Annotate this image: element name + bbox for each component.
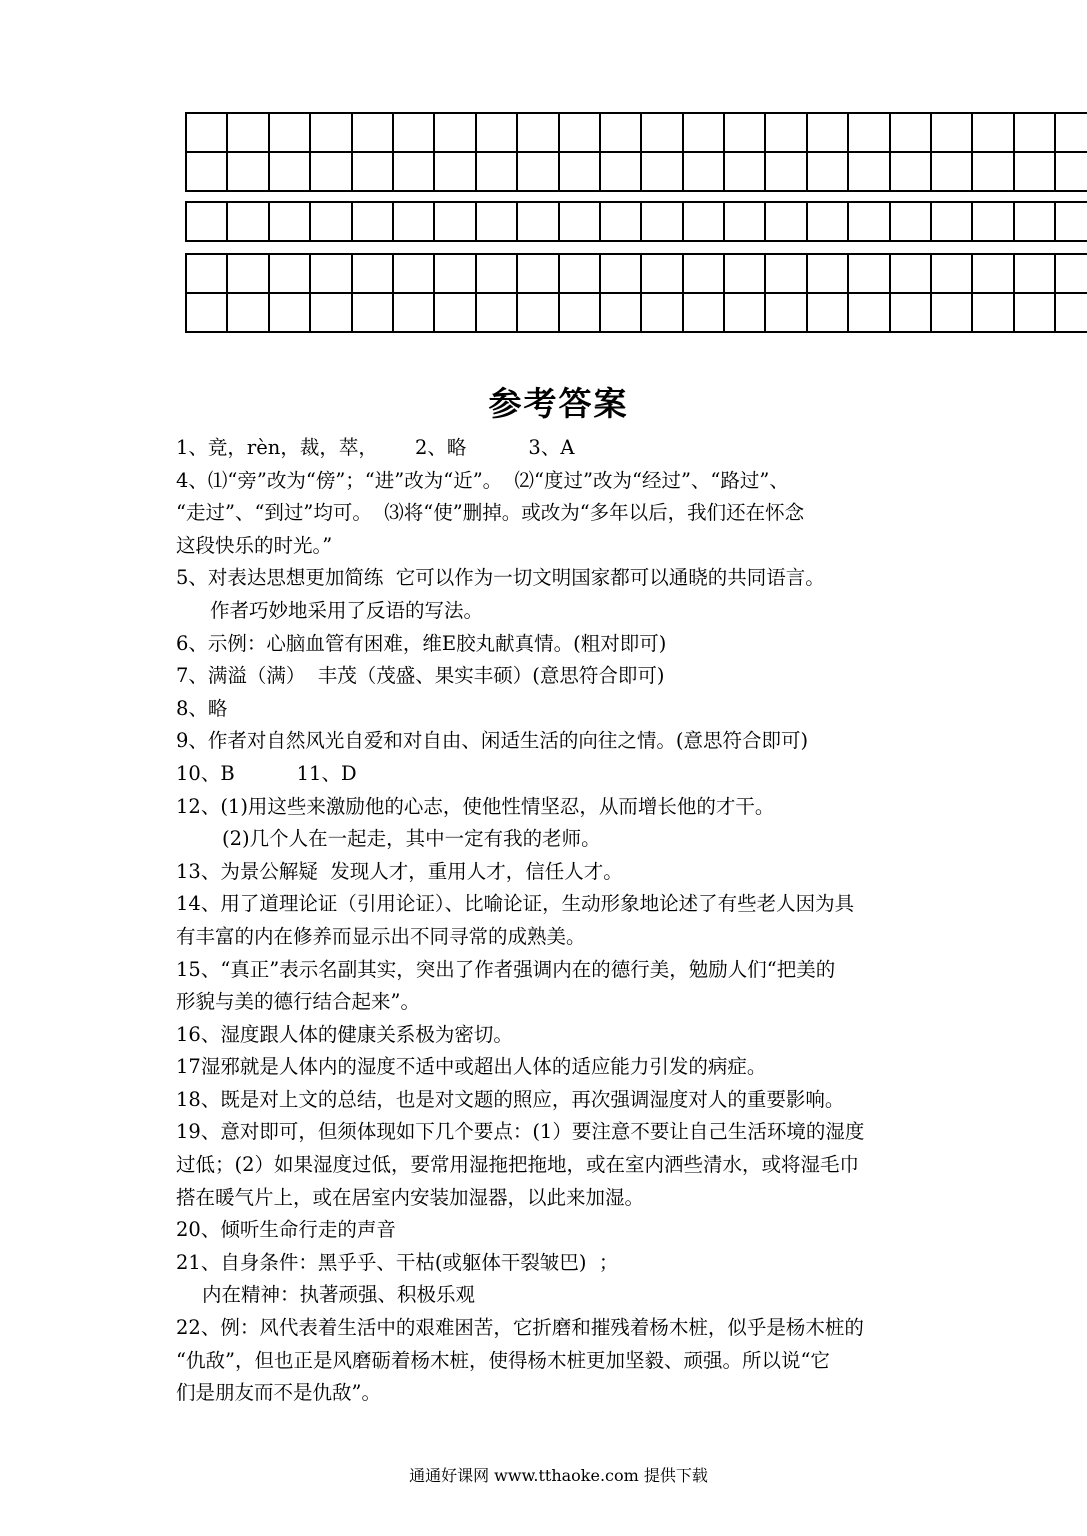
answer-line: 5、对表达思想更加简练 它可以作为一切文明国家都可以通晓的共同语言。	[176, 566, 825, 590]
grid-cell	[682, 253, 723, 292]
grid-cell	[351, 253, 392, 292]
answer-line: 16、湿度跟人体的健康关系极为密切。	[176, 1022, 513, 1046]
grid-cell	[309, 151, 350, 190]
grid-cell	[682, 151, 723, 190]
grid-cell	[889, 112, 930, 151]
grid-cell	[682, 112, 723, 151]
grid-cell	[723, 151, 764, 190]
grid-cell	[475, 112, 516, 151]
answer-line: (2)几个人在一起走，其中一定有我的老师。	[222, 827, 601, 851]
writing-grid-block	[185, 253, 1087, 335]
grid-cell	[433, 292, 474, 331]
grid-cell	[351, 112, 392, 151]
grid-cell	[889, 253, 930, 292]
grid-cell	[764, 253, 805, 292]
grid-cell	[1054, 292, 1087, 331]
grid-cell	[640, 292, 681, 331]
answer-line: 有丰富的内在修养而显示出不同寻常的成熟美。	[176, 924, 586, 948]
grid-cell	[558, 253, 599, 292]
grid-cell	[682, 292, 723, 331]
grid-cell	[516, 201, 557, 240]
grid-cell	[475, 201, 516, 240]
grid-cell	[806, 112, 847, 151]
grid-cell	[558, 151, 599, 190]
grid-cell	[847, 253, 888, 292]
answer-line: 6、示例：心脑血管有困难，维E胶丸献真情。(粗对即可)	[176, 631, 667, 655]
grid-cell	[185, 151, 226, 190]
grid-cell	[640, 112, 681, 151]
page-title: 参考答案	[488, 384, 629, 423]
grid-cell	[1013, 292, 1054, 331]
grid-cell	[475, 151, 516, 190]
answer-line: 20、倾听生命行走的声音	[176, 1218, 396, 1242]
answer-line: 15、“真正”表示名副其实，突出了作者强调内在的德行美，勉励人们“把美的	[176, 957, 836, 981]
grid-cell	[1013, 201, 1054, 240]
answer-line: 7、满溢（满） 丰茂（茂盛、果实丰硕）(意思符合即可)	[176, 664, 665, 688]
grid-cell	[1054, 151, 1087, 190]
answer-line: 21、自身条件：黑乎乎、干枯(或躯体干裂皱巴) ；	[176, 1250, 619, 1274]
grid-cell	[723, 201, 764, 240]
grid-cell	[682, 201, 723, 240]
grid-cell	[806, 201, 847, 240]
grid-cell	[226, 253, 267, 292]
grid-cell	[1013, 112, 1054, 151]
writing-grid-block	[185, 201, 1087, 244]
grid-row	[185, 112, 1087, 151]
grid-cell	[392, 151, 433, 190]
grid-cell	[433, 253, 474, 292]
grid-cell	[599, 253, 640, 292]
grid-cell	[889, 292, 930, 331]
answer-line: 形貌与美的德行结合起来”。	[176, 990, 420, 1014]
grid-cell	[889, 151, 930, 190]
grid-cell	[516, 292, 557, 331]
grid-cell	[392, 201, 433, 240]
grid-cell	[558, 292, 599, 331]
grid-cell	[806, 151, 847, 190]
grid-cell	[599, 151, 640, 190]
answer-line: 1、竞，rèn，裁，萃， 2、略 3、A	[176, 436, 575, 459]
grid-cell	[764, 112, 805, 151]
grid-cell	[764, 151, 805, 190]
grid-cell	[268, 201, 309, 240]
answer-line: “走过”、“到过”均可。 ⑶将“使”删掉。或改为“多年以后，我们还在怀念	[176, 501, 805, 525]
writing-grid-block	[185, 112, 1087, 194]
grid-cell	[351, 151, 392, 190]
grid-cell	[930, 151, 971, 190]
grid-cell	[516, 112, 557, 151]
answer-list	[176, 432, 946, 1410]
grid-cell	[640, 253, 681, 292]
grid-cell	[723, 292, 764, 331]
grid-cell	[889, 201, 930, 240]
grid-cell	[392, 112, 433, 151]
grid-cell	[806, 253, 847, 292]
grid-row	[185, 151, 1087, 190]
answer-line: 22、例：风代表着生活中的艰难困苦，它折磨和摧残着杨木桩，似乎是杨木桩的	[176, 1316, 864, 1340]
grid-cell	[309, 253, 350, 292]
grid-cell	[268, 112, 309, 151]
grid-cell	[1013, 253, 1054, 292]
grid-cell	[930, 292, 971, 331]
grid-cell	[640, 201, 681, 240]
grid-cell	[226, 292, 267, 331]
grid-cell	[226, 112, 267, 151]
answer-line: “仇敌”，但也正是风磨砺着杨木桩，使得杨木桩更加坚毅、顽强。所以说“它	[176, 1348, 830, 1372]
grid-cell	[392, 292, 433, 331]
grid-cell	[1054, 253, 1087, 292]
grid-row	[185, 292, 1087, 331]
footer-source: 通通好课网 www.tthaoke.com 提供下载	[409, 1466, 708, 1485]
grid-cell	[599, 201, 640, 240]
grid-cell	[433, 201, 474, 240]
answer-line: 13、为景公解疑 发现人才，重用人才，信任人才。	[176, 859, 623, 883]
grid-cell	[433, 151, 474, 190]
grid-cell	[516, 253, 557, 292]
answer-line: 过低；(2）如果湿度过低，要常用湿拖把拖地，或在室内洒些清水，或将湿毛巾	[176, 1153, 860, 1177]
grid-cell	[351, 292, 392, 331]
grid-cell	[475, 292, 516, 331]
grid-cell	[723, 112, 764, 151]
grid-cell	[268, 292, 309, 331]
grid-cell	[226, 201, 267, 240]
grid-row	[185, 201, 1087, 240]
grid-cell	[1054, 201, 1087, 240]
grid-cell	[847, 292, 888, 331]
grid-cell	[971, 201, 1012, 240]
grid-cell	[558, 112, 599, 151]
grid-cell	[558, 201, 599, 240]
grid-cell	[475, 253, 516, 292]
answer-line: 作者巧妙地采用了反语的写法。	[210, 598, 484, 622]
grid-cell	[185, 112, 226, 151]
answer-line: 们是朋友而不是仇敌”。	[176, 1381, 381, 1405]
answer-line: 12、(1)用这些来激励他的心志，使他性情坚忍，从而增长他的才干。	[176, 794, 775, 818]
answer-line: 这段快乐的时光。”	[176, 533, 333, 557]
grid-cell	[351, 201, 392, 240]
grid-cell	[723, 253, 764, 292]
grid-cell	[847, 201, 888, 240]
grid-cell	[268, 151, 309, 190]
answer-line: 18、既是对上文的总结，也是对文题的照应，再次强调湿度对人的重要影响。	[176, 1087, 845, 1111]
grid-cell	[185, 201, 226, 240]
answer-line: 14、用了道理论证（引用论证）、比喻论证，生动形象地论述了有些老人因为具	[176, 892, 855, 916]
answer-line: 8、略	[176, 696, 228, 720]
grid-cell	[185, 292, 226, 331]
grid-cell	[185, 253, 226, 292]
grid-cell	[599, 112, 640, 151]
grid-cell	[971, 292, 1012, 331]
grid-cell	[764, 201, 805, 240]
grid-cell	[930, 201, 971, 240]
grid-cell	[971, 253, 1012, 292]
answer-line: 搭在暖气片上，或在居室内安装加湿器，以此来加湿。	[176, 1185, 645, 1209]
answer-line: 9、作者对自然风光自爱和对自由、闲适生活的向往之情。(意思符合即可)	[176, 729, 809, 753]
grid-cell	[971, 151, 1012, 190]
answer-line: 19、意对即可，但须体现如下几个要点：(1）要注意不要让自己生活环境的湿度	[176, 1120, 865, 1144]
answer-line: 10、B 11、D	[176, 761, 357, 785]
answer-line: 4、⑴“旁”改为“傍”；“进”改为“近”。 ⑵“度过”改为“经过”、“路过”、	[176, 468, 789, 492]
grid-cell	[1013, 151, 1054, 190]
grid-cell	[847, 112, 888, 151]
grid-cell	[930, 253, 971, 292]
grid-cell	[226, 151, 267, 190]
answer-line: 17湿邪就是人体内的湿度不适中或超出人体的适应能力引发的病症。	[176, 1055, 767, 1079]
grid-cell	[764, 292, 805, 331]
grid-cell	[516, 151, 557, 190]
grid-cell	[847, 151, 888, 190]
grid-cell	[930, 112, 971, 151]
grid-cell	[268, 253, 309, 292]
grid-cell	[309, 201, 350, 240]
grid-cell	[1054, 112, 1087, 151]
grid-cell	[599, 292, 640, 331]
grid-cell	[309, 112, 350, 151]
grid-row	[185, 253, 1087, 292]
grid-cell	[971, 112, 1012, 151]
grid-cell	[806, 292, 847, 331]
answer-line: 内在精神：执著顽强、积极乐观	[202, 1283, 476, 1307]
grid-cell	[392, 253, 433, 292]
grid-cell	[309, 292, 350, 331]
grid-cell	[433, 112, 474, 151]
grid-cell	[640, 151, 681, 190]
